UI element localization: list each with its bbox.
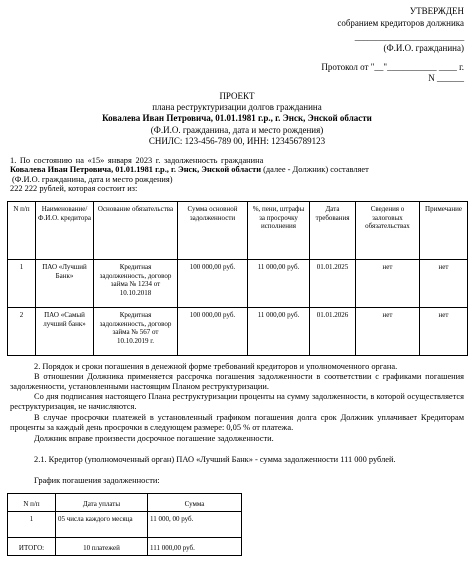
- schedule-table: [7, 493, 242, 556]
- section2-creditor: 2.1. Кредитор (уполномоченный орган) ПАО «Лучший Банк» - сумма задолженности 111 000 рублей.: [34, 455, 396, 464]
- schedule-total-row: [8, 538, 242, 556]
- table-row: [8, 308, 468, 356]
- table-cell: нет: [420, 260, 468, 308]
- approval-protocol: Протокол от "__"___________ ____ г.: [321, 62, 464, 72]
- table-row: [8, 260, 468, 308]
- table-cell: 100 000,00 руб.: [178, 308, 248, 356]
- table-cell: 01.01.2026: [310, 308, 356, 356]
- schedule-header-sum: Сумма: [148, 494, 242, 512]
- table-cell: 11 000,00 руб.: [248, 260, 310, 308]
- table-cell: нет: [356, 308, 420, 356]
- approval-assembly: собранием кредиторов должника: [337, 18, 464, 28]
- section2-interest: Со дня подписания настоящего Плана реструктуризации проценты на сумму задолженности, в которой осуществляется реструктуризация, не начисляются.: [10, 392, 464, 411]
- section2-heading: 2. Порядок и сроки погашения в денежной форме требований кредиторов и уполномоченного органа.: [34, 362, 398, 371]
- table-cell: ПАО «Самый лучший банк»: [36, 308, 94, 356]
- table-cell: 05 числа каждого месяца: [56, 512, 148, 538]
- table-cell: Кредитная задолженность, договор займа № 1234 от 10.10.2018: [94, 260, 178, 308]
- creditors-header-row: [8, 202, 468, 260]
- table-cell: 100 000,00 руб.: [178, 260, 248, 308]
- table-cell: 01.01.2025: [310, 260, 356, 308]
- doc-subtitle: плана реструктуризации долгов гражданина: [152, 102, 322, 112]
- table-cell: 1: [8, 260, 36, 308]
- table-row: [8, 512, 242, 538]
- table-cell: 2: [8, 308, 36, 356]
- section2-penalty: В случае просрочки платежей в установленный графиком погашения долга срок Должник уплачивает Кредиторам проценты за каждый день просрочки в следующем размере: 0,05 % от платежа.: [10, 413, 464, 432]
- section1-debtor-name: Ковалева Иван Петровича, 01.01.1981 г.р., г. Энск, Энской области: [10, 165, 262, 174]
- debtor-name: Ковалева Иван Петровича, 01.01.1981 г.р., г. Энск, Энской области: [102, 113, 372, 123]
- col-header-basis: Основание обязательства: [94, 202, 178, 260]
- total-label: ИТОГО:: [8, 538, 56, 556]
- doc-project-label: ПРОЕКТ: [219, 91, 255, 101]
- schedule-header-date: Дата уплаты: [56, 494, 148, 512]
- total-payments: 10 платежей: [56, 538, 148, 556]
- col-header-number: N п/п: [8, 202, 36, 260]
- table-cell: ПАО «Лучший Банк»: [36, 260, 94, 308]
- table-cell: 11 000,00 руб.: [248, 308, 310, 356]
- col-header-date: Дата требования: [310, 202, 356, 260]
- table-cell: нет: [420, 308, 468, 356]
- creditors-table: [7, 201, 468, 356]
- approval-title: УТВЕРЖДЕН: [409, 6, 464, 16]
- section1-caption: (Ф.И.О. гражданина, дата и место рождения): [12, 175, 173, 184]
- table-cell: Кредитная задолженность, договор займа № 567 от 10.10.2019 г.: [94, 308, 178, 356]
- section1-total: 222 222 рублей, которая состоит из:: [10, 184, 138, 193]
- section1-debtor-rest: (далее - Должник) составляет: [261, 165, 369, 174]
- section2-early-repayment: Должник вправе произвести досрочное погашение задолженности.: [34, 434, 274, 443]
- schedule-title: График погашения задолженности:: [34, 476, 160, 485]
- col-header-creditor: Наименование/ Ф.И.О. кредитора: [36, 202, 94, 260]
- approval-fio-line: __________________________: [354, 32, 464, 42]
- debtor-snils: СНИЛС: 123-456-789 00, ИНН: 123456789123: [148, 136, 326, 146]
- approval-fio-caption: (Ф.И.О. гражданина): [383, 43, 464, 53]
- col-header-penalties: %, пени, штрафы за просрочку исполнения: [248, 202, 310, 260]
- table-cell: нет: [356, 260, 420, 308]
- table-cell: 11 000, 00 руб.: [148, 512, 242, 538]
- col-header-collateral: Сведения о залоговых обязательствах: [356, 202, 420, 260]
- section2-installment: В отношении Должника применяется рассрочка погашения задолженности в соответствии с графиками погашения задолженности, установленными настоящим Планом реструктуризации.: [10, 372, 464, 391]
- debtor-caption: (Ф.И.О. гражданина, дата и место рождения): [150, 125, 324, 135]
- col-header-note: Примечание: [420, 202, 468, 260]
- section1-intro: 1. По состоянию на «15» января 2023 г. задолженность гражданина: [10, 156, 264, 165]
- approval-number: N ______: [428, 73, 464, 83]
- table-cell: 1: [8, 512, 56, 538]
- total-sum: 111 000,00 руб.: [148, 538, 242, 556]
- col-header-principal: Сумма основной задолженности: [178, 202, 248, 260]
- schedule-header-row: [8, 494, 242, 512]
- section1-debtor-line: [10, 165, 470, 175]
- schedule-header-number: N п/п: [8, 494, 56, 512]
